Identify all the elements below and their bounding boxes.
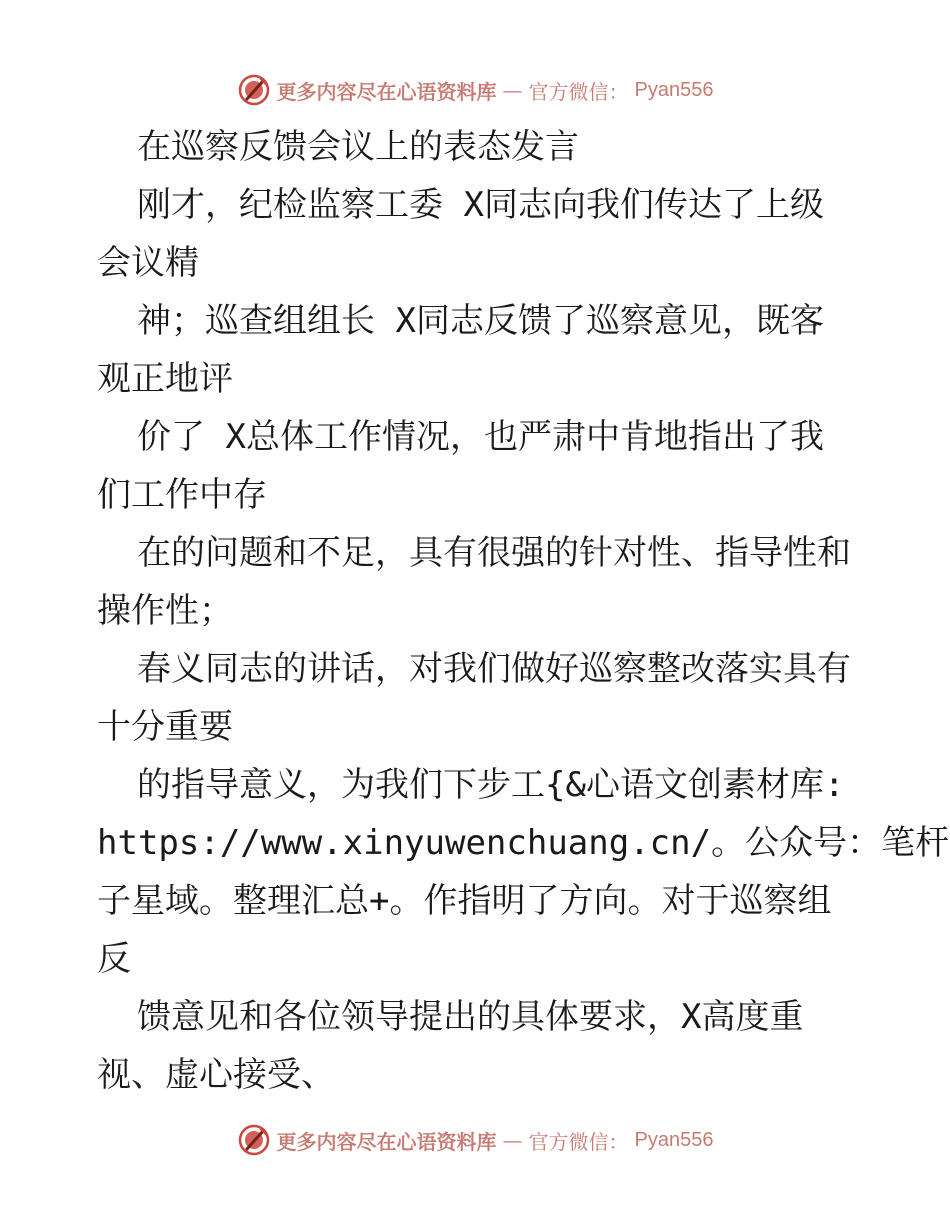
text-line: 的指导意义，为我们下步工{&心语文创素材库: bbox=[137, 765, 845, 805]
watermark-sub-text: 官方微信： bbox=[528, 1129, 629, 1154]
pen-circle-icon bbox=[237, 1123, 271, 1157]
watermark-sub-text: 官方微信： bbox=[528, 79, 629, 104]
watermark-account-id: Pyan556 bbox=[634, 78, 714, 101]
watermark-main-text: 更多内容尽在心语资料库 bbox=[276, 1129, 497, 1154]
text-line: 视、虚心接受、 bbox=[97, 1055, 335, 1095]
text-line: 馈意见和各位领导提出的具体要求，X高度重 bbox=[137, 997, 804, 1037]
text-line: 十分重要 bbox=[97, 707, 233, 747]
pen-circle-icon bbox=[237, 73, 271, 107]
text-line: 刚才，纪检监察工委 X同志向我们传达了上级 bbox=[137, 185, 824, 225]
document-body bbox=[97, 118, 950, 1104]
text-line: 在的问题和不足，具有很强的针对性、指导性和 bbox=[137, 533, 851, 573]
text-line: 观正地评 bbox=[97, 359, 233, 399]
text-line: 们工作中存 bbox=[97, 475, 267, 515]
watermark-dash: — bbox=[502, 78, 523, 102]
watermark-account-id: Pyan556 bbox=[634, 1128, 714, 1151]
text-line: 春义同志的讲话，对我们做好巡察整改落实具有 bbox=[137, 649, 851, 689]
header-watermark bbox=[0, 70, 950, 110]
text-line: 神；巡查组组长 X同志反馈了巡察意见，既客 bbox=[137, 301, 824, 341]
text-line-url: https://www.xinyuwenchuang.cn/。公众号：笔杆 bbox=[97, 823, 950, 863]
text-line: 子星域。整理汇总+。作指明了方向。对于巡察组 bbox=[97, 881, 832, 921]
text-line: 价了 X总体工作情况，也严肃中肯地指出了我 bbox=[137, 417, 824, 457]
text-line: 反 bbox=[97, 939, 131, 979]
watermark-dash: — bbox=[502, 1128, 523, 1152]
watermark-main-text: 更多内容尽在心语资料库 bbox=[276, 79, 497, 104]
text-line: 操作性； bbox=[97, 591, 233, 631]
footer-watermark bbox=[0, 1120, 950, 1160]
document-title: 在巡察反馈会议上的表态发言 bbox=[137, 127, 579, 167]
text-line: 会议精 bbox=[97, 243, 199, 283]
